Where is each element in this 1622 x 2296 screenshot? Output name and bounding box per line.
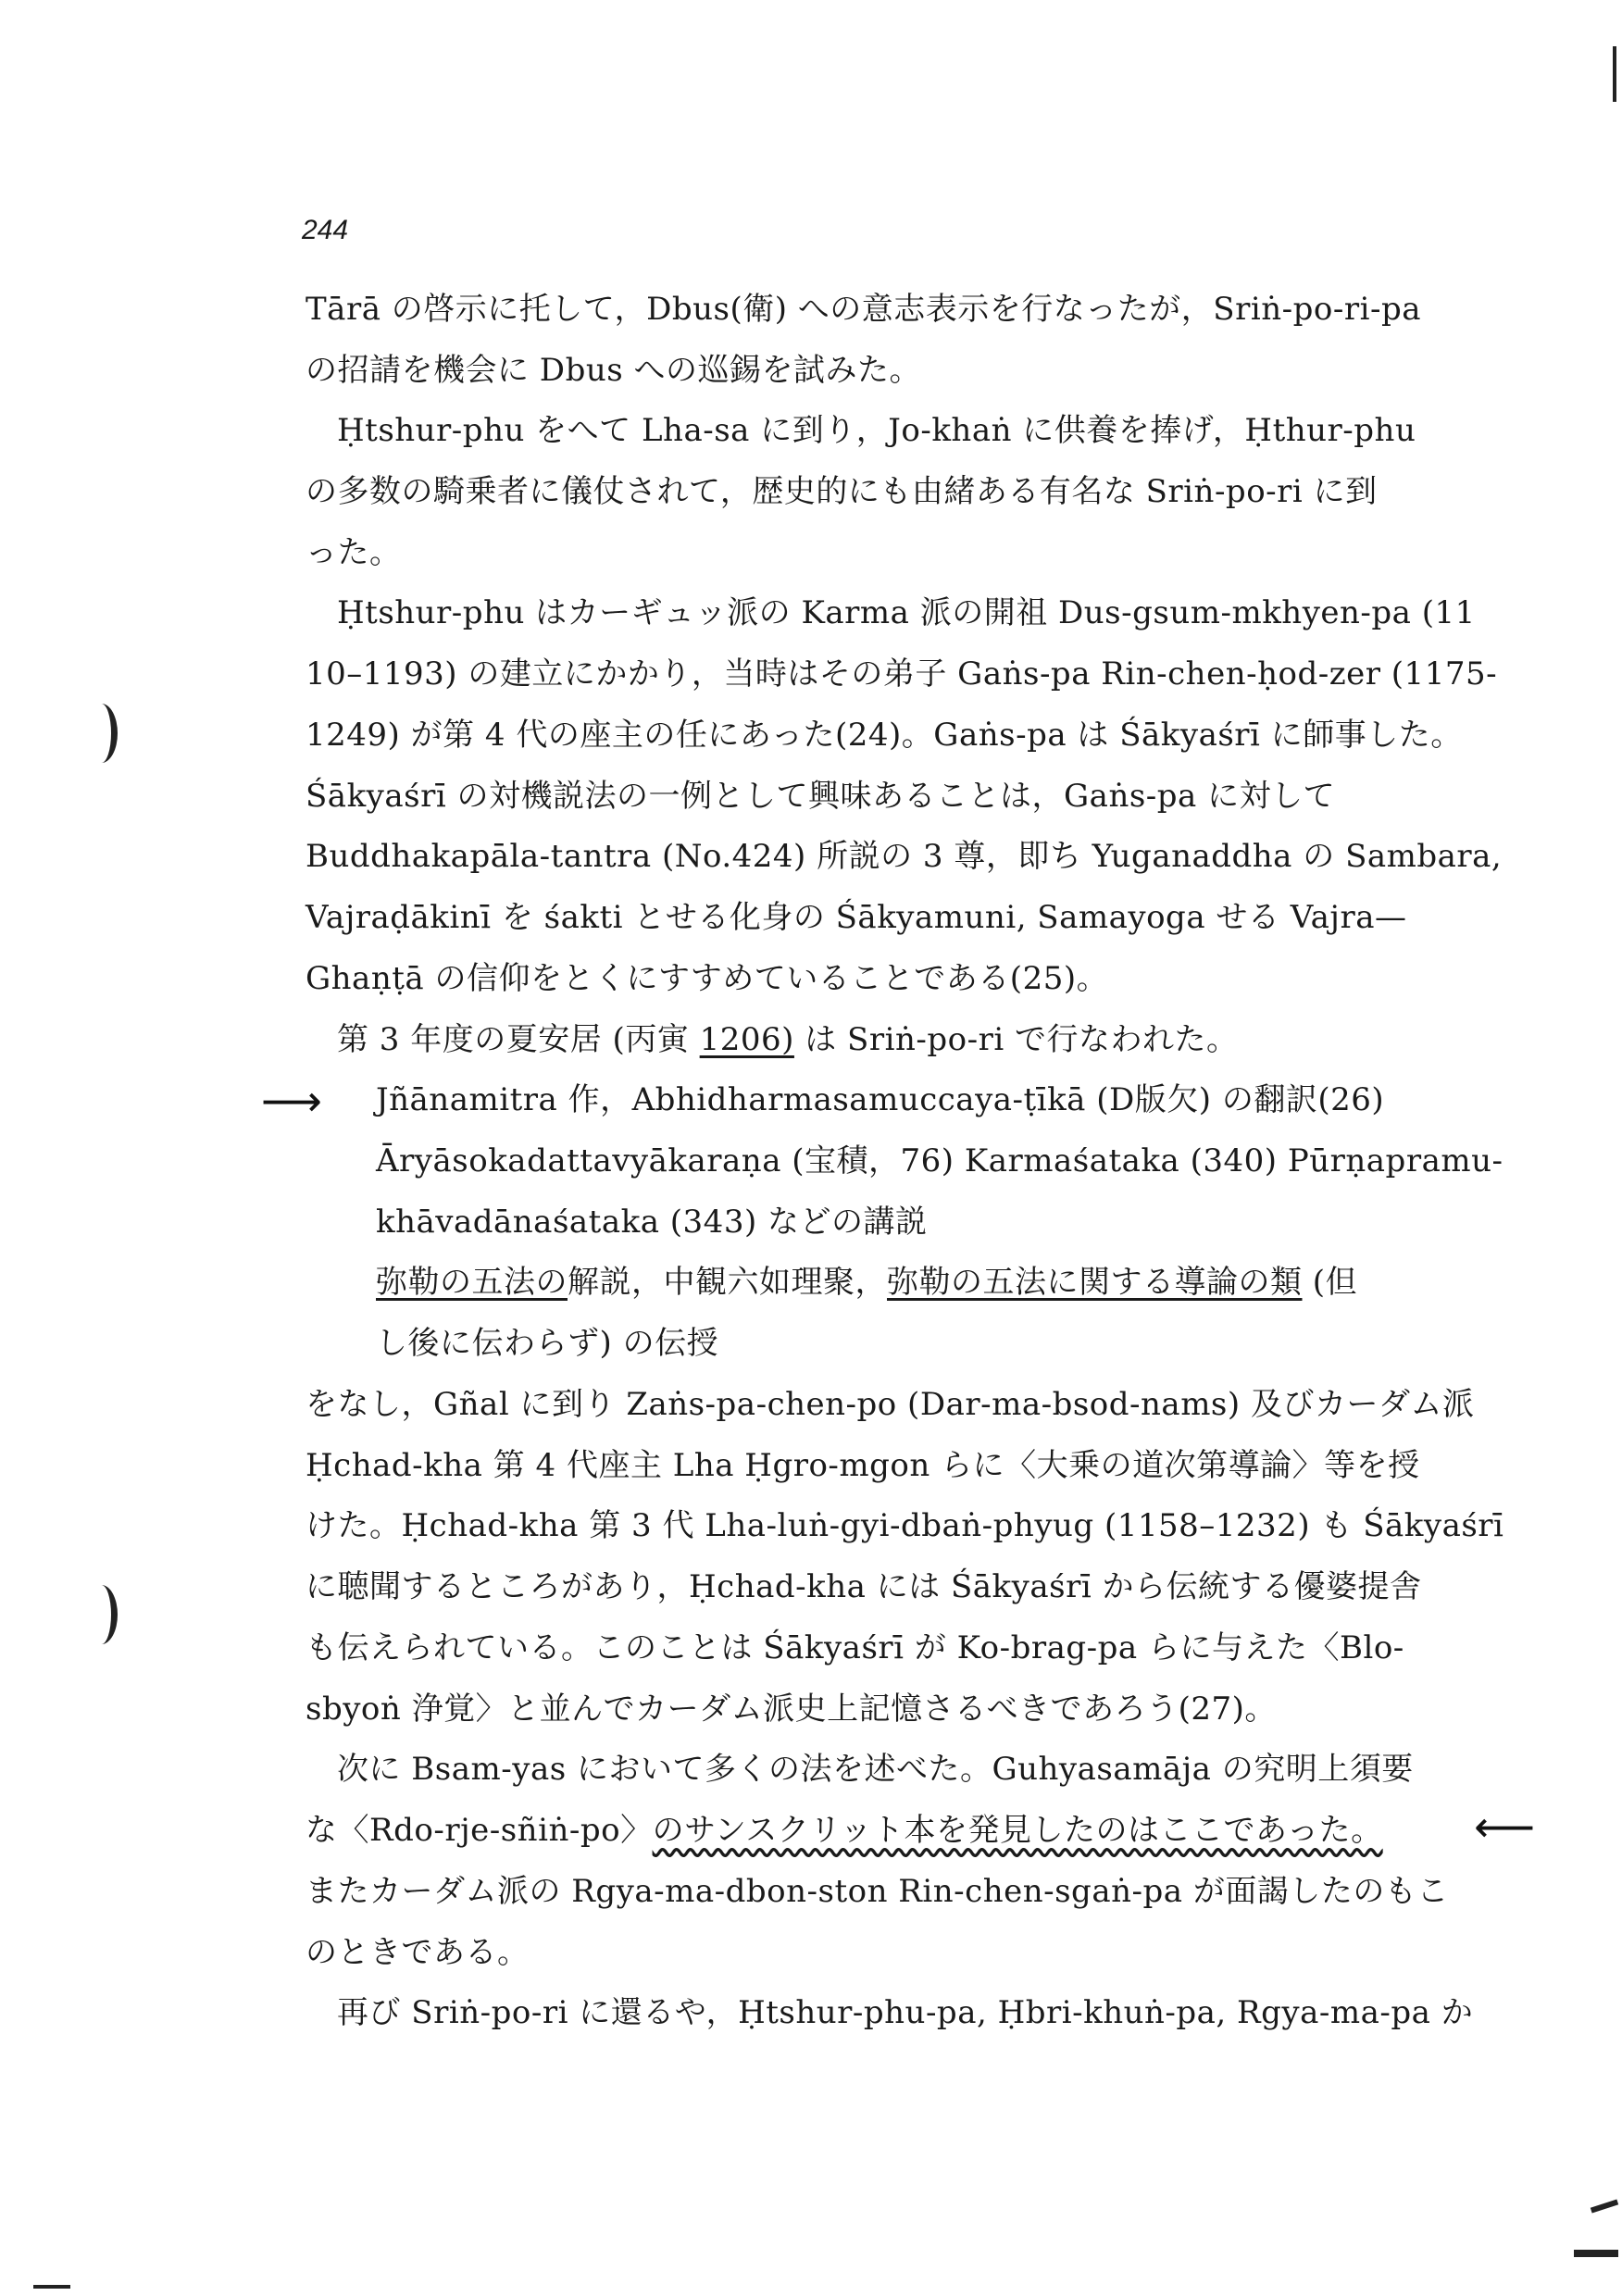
text-line: sbyoṅ 浄覚〉と並んでカーダム派史上記憶さるべきであろう(27)。: [306, 1691, 1277, 1728]
text-line: 1249) が第 4 代の座主の任にあった(24)。Gaṅs-pa は Śākyaśrī に師事した。: [306, 717, 1463, 754]
text-line: Ḥchad-kha 第 4 代座主 Lha Ḥgro-mgon らに〈大乗の道次第導論〉等を授: [306, 1447, 1420, 1484]
text-line: Ḥtshur-phu はカーギュッ派の Karma 派の開祖 Dus-gsum-mkhyen-pa (11: [337, 594, 1476, 631]
text-segment: な〈Rdo-rje-sñiṅ-po〉: [306, 1812, 653, 1849]
text-line: のときである。: [306, 1934, 530, 1971]
text-line: 10–1193) の建立にかかり，当時はその弟子 Gaṅs-pa Rin-chen-ḥod-zer (1175-: [306, 655, 1498, 693]
text-line: った。: [306, 534, 402, 571]
text-line: 再び Sriṅ-po-ri に還るや，Ḥtshur-phu-pa, Ḥbri-khuṅ-pa, Rgya-ma-pa か: [337, 1994, 1474, 2031]
text-line: Āryāsokadattavyākaraṇa (宝積，76) Karmaśataka (340) Pūrṇapramu-: [376, 1142, 1503, 1179]
text-line: [337, 1014, 1239, 1066]
text-line: 次に Bsam-yas において多くの法を述べた。Guhyasamāja の究明上須要: [337, 1751, 1414, 1788]
binder-hole-mark: [85, 1585, 118, 1644]
underlined-text: 弥勒の五法に関する導論の類: [887, 1264, 1303, 1301]
text-line: [306, 1804, 1383, 1856]
underlined-text: 弥勒の五法の: [376, 1264, 568, 1301]
scan-edge-mark: [1574, 2250, 1618, 2257]
text-line: Buddhakapāla-tantra (No.424) 所説の 3 尊，即ち Yuganaddha の Sambara,: [306, 838, 1503, 875]
text-segment: 解説，中観六如理聚，: [568, 1264, 887, 1301]
text-line: [376, 1256, 1357, 1308]
text-line: Ḥtshur-phu をへて Lha-sa に到り，Jo-khaṅ に供養を捧げ，Ḥthur-phu: [337, 412, 1416, 449]
text-line: khāvadānaśataka (343) などの講説: [376, 1204, 928, 1241]
text-line: けた。Ḥchad-kha 第 3 代 Lha-luṅ-gyi-dbaṅ-phyug (1158–1232) も Śākyaśrī: [306, 1507, 1504, 1544]
text-line: またカーダム派の Rgya-ma-dbon-ston Rin-chen-sgaṅ-pa が面謁したのもこ: [306, 1873, 1449, 1910]
scan-edge-mark: [33, 2285, 70, 2289]
text-line: も伝えられている。このことは Śākyaśrī が Ko-brag-pa らに与えた〈Blo-: [306, 1629, 1404, 1666]
wavy-underlined-text: のサンスクリット本を発見したのはここであった。: [652, 1812, 1383, 1849]
text-line: Vajraḍākinī を śakti とせる化身の Śākyamuni, Samayoga せる Vajra—: [306, 899, 1407, 936]
text-line: をなし，Gñal に到り Zaṅs-pa-chen-po (Dar-ma-bsod-nams) 及びカーダム派: [306, 1386, 1475, 1423]
text-line: に聴聞するところがあり，Ḥchad-kha には Śākyaśrī から伝統する優婆提舎: [306, 1568, 1422, 1605]
right-arrow-icon: ⟶: [261, 1076, 322, 1126]
text-line: Śākyaśrī の対機説法の一例として興味あることは，Gaṅs-pa に対して: [306, 778, 1336, 815]
left-arrow-icon: ⟵: [1474, 1802, 1535, 1852]
text-line: の多数の騎乗者に儀仗されて，歴史的にも由緒ある有名な Sriṅ-po-ri に到: [306, 473, 1378, 510]
text-line: し後に伝わらず) の伝授: [376, 1325, 719, 1362]
text-line: Jñānamitra 作，Abhidharmasamuccaya-ṭīkā (D版欠) の翻訳(26): [376, 1081, 1385, 1118]
text-segment: 第 3 年度の夏安居 (丙寅: [337, 1021, 700, 1058]
text-line: Ghaṇṭā の信仰をとくにすすめていることである(25)。: [306, 960, 1109, 997]
underlined-year: 1206): [699, 1021, 794, 1058]
text-segment: は Sriṅ-po-ri で行なわれた。: [793, 1021, 1239, 1058]
text-line: の招請を機会に Dbus への巡錫を試みた。: [306, 352, 921, 389]
scan-edge-mark: [1591, 2200, 1618, 2214]
binder-hole-mark: [85, 704, 118, 763]
text-line: Tārā の啓示に托して，Dbus(衛) への意志表示を行なったが，Sriṅ-po-ri-pa: [306, 291, 1421, 328]
text-segment: (但: [1302, 1264, 1358, 1301]
page-number: 244: [302, 215, 349, 245]
scan-edge-mark: [1613, 46, 1616, 102]
